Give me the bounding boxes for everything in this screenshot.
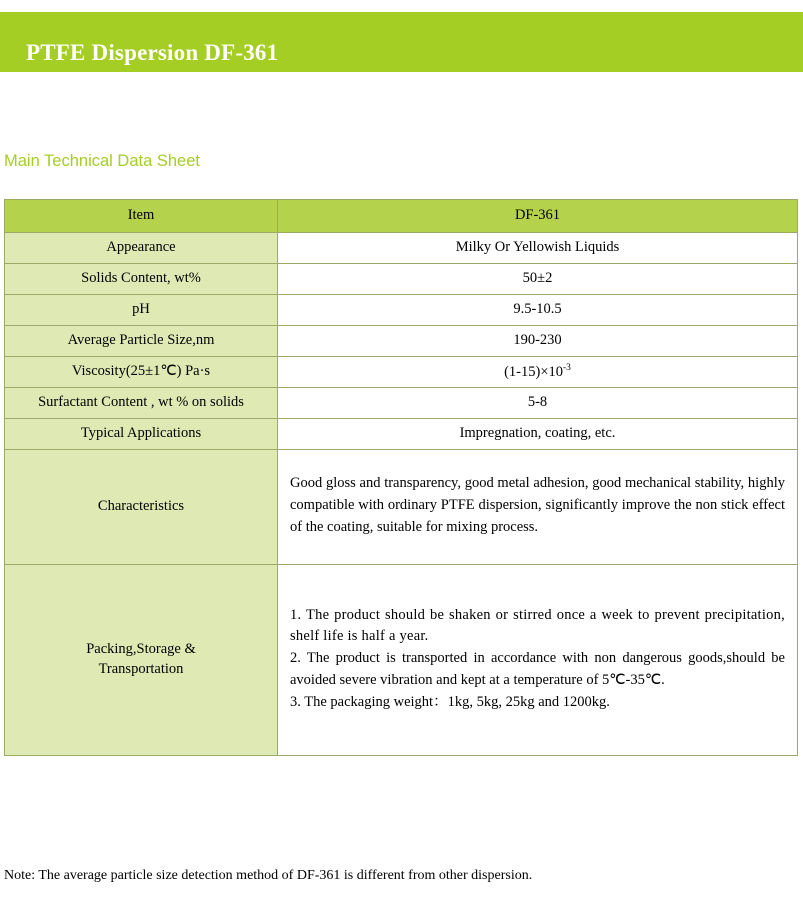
row-value-typical-applications: Impregnation, coating, etc. (278, 419, 798, 450)
viscosity-base: (1-15)×10 (504, 363, 563, 380)
table-row (5, 295, 798, 326)
row-value-viscosity (278, 357, 798, 388)
row-label-surfactant-content: Surfactant Content , wt % on solids (5, 388, 278, 419)
row-value-solids-content: 50±2 (278, 264, 798, 295)
row-label-ph: pH (5, 295, 278, 326)
row-value-characteristics: Good gloss and transparency, good metal adhesion, good mechanical stability, highly compatible with ordinary PTFE dispersion, significantly improve the non stick effect of the coating, suitable for mixing process. (278, 450, 798, 565)
table-row (5, 388, 798, 419)
row-value-packing-storage (278, 565, 798, 756)
row-label-characteristics: Characteristics (5, 450, 278, 565)
table-row (5, 450, 798, 565)
technical-data-table (4, 199, 798, 756)
packing-label-line2: Transportation (98, 661, 184, 677)
row-value-ph: 9.5-10.5 (278, 295, 798, 326)
header-band (0, 12, 803, 72)
section-title: Main Technical Data Sheet (4, 152, 200, 170)
footer-note: Note: The average particle size detection method of DF-361 is different from other dispersion. (4, 868, 533, 883)
table-row (5, 326, 798, 357)
header-cell-item: Item (5, 200, 278, 233)
row-label-packing-storage (5, 565, 278, 756)
table-header-row (5, 200, 798, 233)
packing-item-2: 2. The product is transported in accordance with non dangerous goods,should be avoided severe vibration and kept at a temperature of 5℃-35℃. (290, 650, 785, 688)
row-label-viscosity: Viscosity(25±1℃) Pa·s (5, 357, 278, 388)
row-label-solids-content: Solids Content, wt% (5, 264, 278, 295)
page-title: PTFE Dispersion DF-361 (26, 40, 279, 65)
packing-label-line1: Packing,Storage & (86, 641, 196, 658)
row-label-appearance: Appearance (5, 233, 278, 264)
row-label-particle-size: Average Particle Size,nm (5, 326, 278, 357)
viscosity-exponent: -3 (563, 362, 571, 373)
row-value-surfactant-content: 5-8 (278, 388, 798, 419)
header-cell-product: DF-361 (278, 200, 798, 233)
row-label-typical-applications: Typical Applications (5, 419, 278, 450)
table-row (5, 264, 798, 295)
row-value-appearance: Milky Or Yellowish Liquids (278, 233, 798, 264)
row-value-particle-size: 190-230 (278, 326, 798, 357)
table-row (5, 233, 798, 264)
packing-item-1: 1. The product should be shaken or stirred once a week to prevent precipitation, shelf life is half a year. (290, 606, 785, 645)
table-row (5, 357, 798, 388)
packing-item-3: 3. The packaging weight：1kg, 5kg, 25kg and 1200kg. (290, 693, 610, 710)
table-row (5, 419, 798, 450)
table-row (5, 565, 798, 756)
